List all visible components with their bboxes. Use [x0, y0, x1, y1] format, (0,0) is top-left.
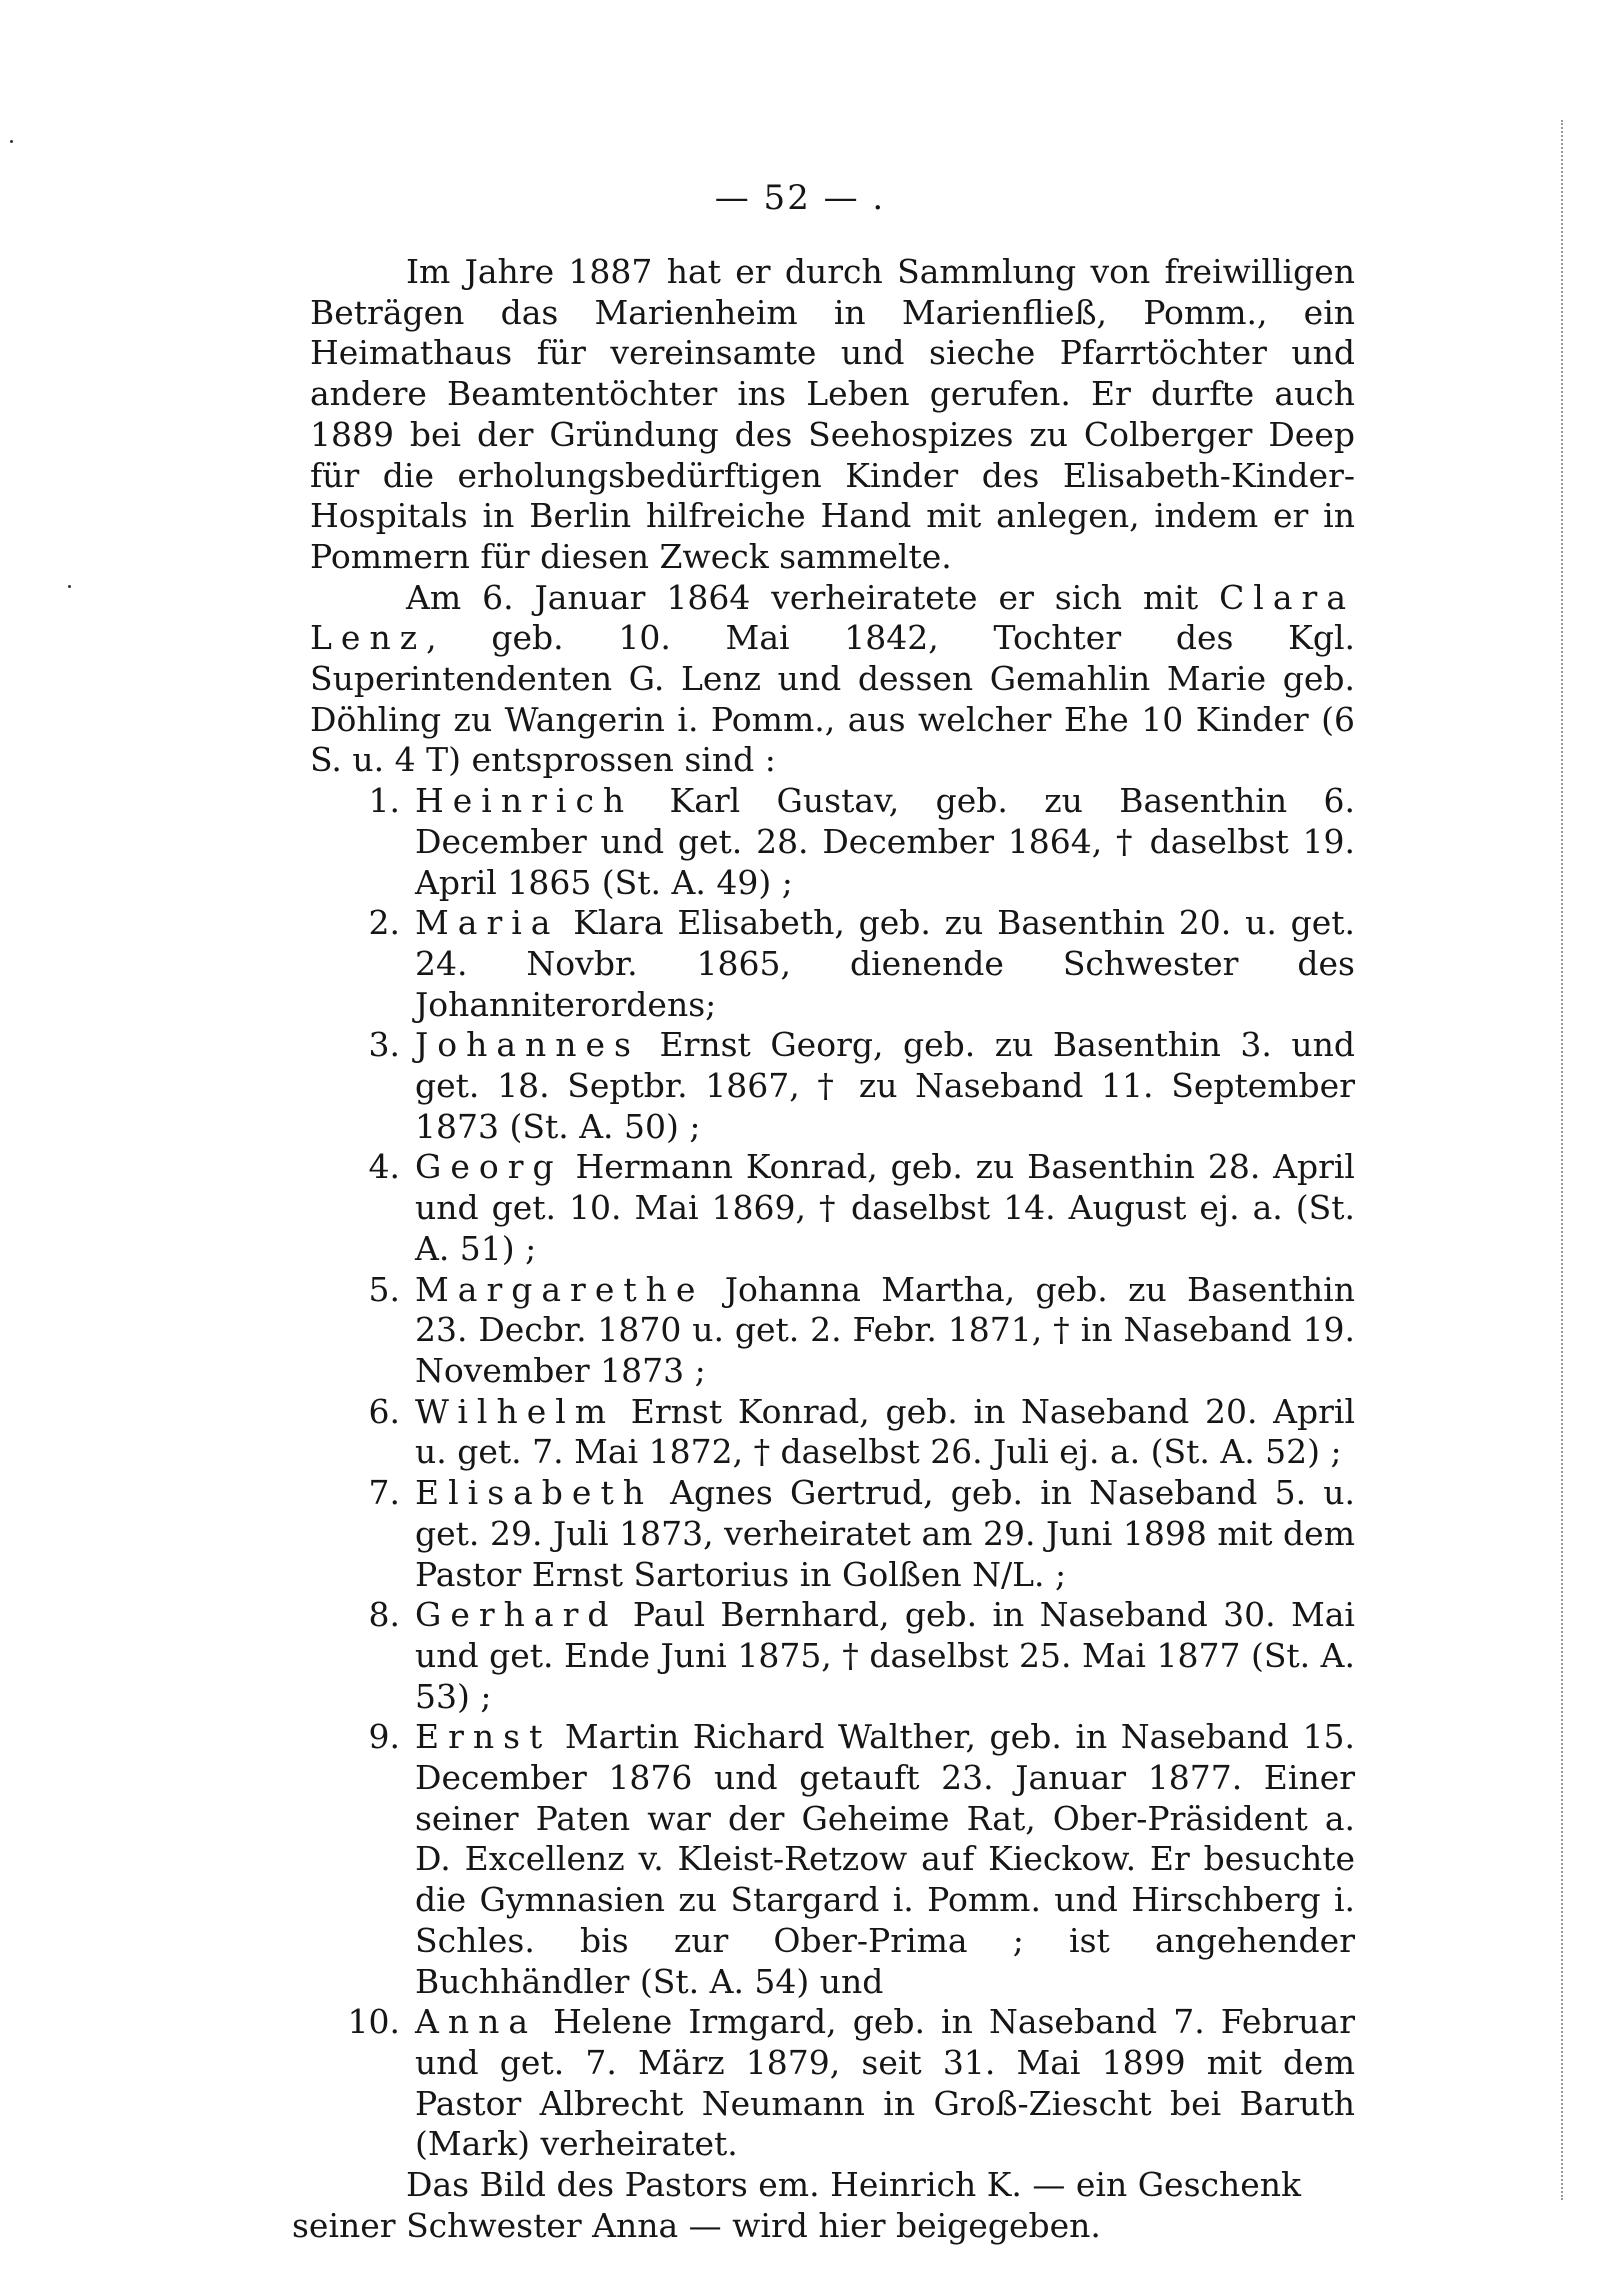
child-details: Paul Bernhard, geb. in Naseband 30. Mai und get. Ende Juni 1875, † daselbst 25. Mai 1877 (St. A. 53) ; — [415, 1595, 1355, 1716]
scan-speck — [10, 140, 13, 143]
body-text — [292, 252, 1355, 2246]
child-details: Martin Richard Walther, geb. in Naseband 15. December 1876 und getauft 23. Januar 1877. Einer seiner Paten war der Geheime Rat, Ober-Präsident a. D. Excellenz v. Kleist-Retzow auf Kieckow. Er besuchte die Gymnasien zu Stargard i. Pomm. und Hirschberg i. Schles. bis zur Ober-Prima ; ist angehender Buchhändler (St. A. 54) und — [415, 1717, 1355, 2001]
intro-paragraph: Im Jahre 1887 hat er durch Sammlung von freiwilligen Beträgen das Marienheim in Marienfließ, Pomm., ein Heimathaus für vereinsamte und sieche Pfarrtöchter und andere Beamtentöchter ins Leben gerufen. Er durfte auch 1889 bei der Gründung des Seehospizes zu Colberger Deep für die erholungsbedürftigen Kinder des Elisabeth-Kinder-Hospitals in Berlin hilfreiche Hand mit anlegen, indem er in Pommern für diesen Zweck sammelte. — [310, 252, 1355, 576]
list-item — [310, 1717, 1355, 2002]
list-item-number: 3. — [368, 1025, 400, 1065]
closing-line-last: seiner Schwester Anna — wird hier beigegeben. — [292, 2205, 1101, 2245]
child-name: Ernst — [415, 1717, 552, 1757]
children-list — [310, 781, 1355, 2165]
list-item-number: 7. — [368, 1473, 400, 1513]
list-item-number: 8. — [368, 1595, 400, 1635]
list-item-number: 4. — [368, 1147, 400, 1187]
child-details: Helene Irmgard, geb. in Naseband 7. Februar und get. 7. März 1879, seit 31. Mai 1899 mit dem Pastor Albrecht Neumann in Groß-Ziescht bei Baruth (Mark) verheiratet. — [415, 2002, 1355, 2164]
marriage-paragraph — [310, 578, 1355, 782]
spouse-name: Clara Lenz — [310, 577, 1355, 658]
list-item — [310, 1392, 1355, 1473]
child-name: Gerhard — [415, 1595, 618, 1635]
child-details: Ernst Konrad, geb. in Naseband 20. April u. get. 7. Mai 1872, † daselbst 26. Juli ej. a. (St. A. 52) ; — [415, 1391, 1355, 1472]
list-item — [310, 781, 1355, 903]
list-item — [310, 1270, 1355, 1392]
list-item-number: 6. — [368, 1391, 400, 1431]
child-details: Ernst Georg, geb. zu Basenthin 3. und get. 18. Septbr. 1867, † zu Naseband 11. September 1873 (St. A. 50) ; — [415, 1025, 1355, 1146]
list-item-number: 1. — [368, 781, 400, 821]
child-name: Georg — [415, 1147, 563, 1187]
child-details: Johanna Martha, geb. zu Basenthin 23. Decbr. 1870 u. get. 2. Febr. 1871, † in Naseband 19. November 1873 ; — [415, 1269, 1355, 1390]
child-name: Anna — [415, 2002, 538, 2042]
child-details: Agnes Gertrud, geb. in Naseband 5. u. get. 29. Juli 1873, verheiratet am 29. Juni 1898 mit dem Pastor Ernst Sartorius in Golßen N/L. ; — [415, 1473, 1355, 1594]
page-number: — 52 — . — [714, 178, 886, 218]
list-item — [310, 903, 1355, 1025]
child-name: Maria — [415, 903, 560, 943]
list-item-number: 5. — [368, 1269, 400, 1309]
child-name: Wilhelm — [415, 1391, 616, 1431]
child-name: Johannes — [415, 1025, 640, 1065]
list-item — [310, 1025, 1355, 1147]
child-details: Hermann Konrad, geb. zu Basenthin 28. April und get. 10. Mai 1869, † daselbst 14. August ej. a. (St. A. 51) ; — [415, 1147, 1355, 1268]
page-edge-shadow — [1561, 120, 1563, 2200]
child-name: Heinrich — [415, 781, 634, 821]
child-details: Klara Elisabeth, geb. zu Basenthin 20. u. get. 24. Novbr. 1865, dienende Schwester des Johanniterordens; — [415, 903, 1355, 1024]
list-item — [310, 1473, 1355, 1595]
list-item — [310, 1595, 1355, 1717]
child-name: Elisabeth — [415, 1473, 653, 1513]
marriage-text-rest: , geb. 10. Mai 1842, Tochter des Kgl. Superintendenten G. Lenz und dessen Gemahlin Marie geb. Döhling zu Wangerin i. Pomm., aus welcher Ehe 10 Kinder (6 S. u. 4 T) entsprossen sind : — [310, 618, 1355, 780]
marriage-text-start: Am 6. Januar 1864 verheiratete er sich mit — [406, 577, 1199, 617]
list-item — [310, 2002, 1355, 2165]
closing-line: Das Bild des Pastors em. Heinrich K. — ein Geschenk — [406, 2165, 1302, 2205]
list-item-number: 9. — [368, 1717, 400, 1757]
list-item-number: 2. — [368, 903, 400, 943]
child-details: Karl Gustav, geb. zu Basenthin 6. December und get. 28. December 1864, † daselbst 19. April 1865 (St. A. 49) ; — [415, 781, 1355, 902]
child-name: Margarethe — [415, 1269, 705, 1309]
list-item — [310, 1147, 1355, 1269]
scan-speck — [68, 585, 71, 588]
list-item-number: 10. — [347, 2002, 400, 2042]
